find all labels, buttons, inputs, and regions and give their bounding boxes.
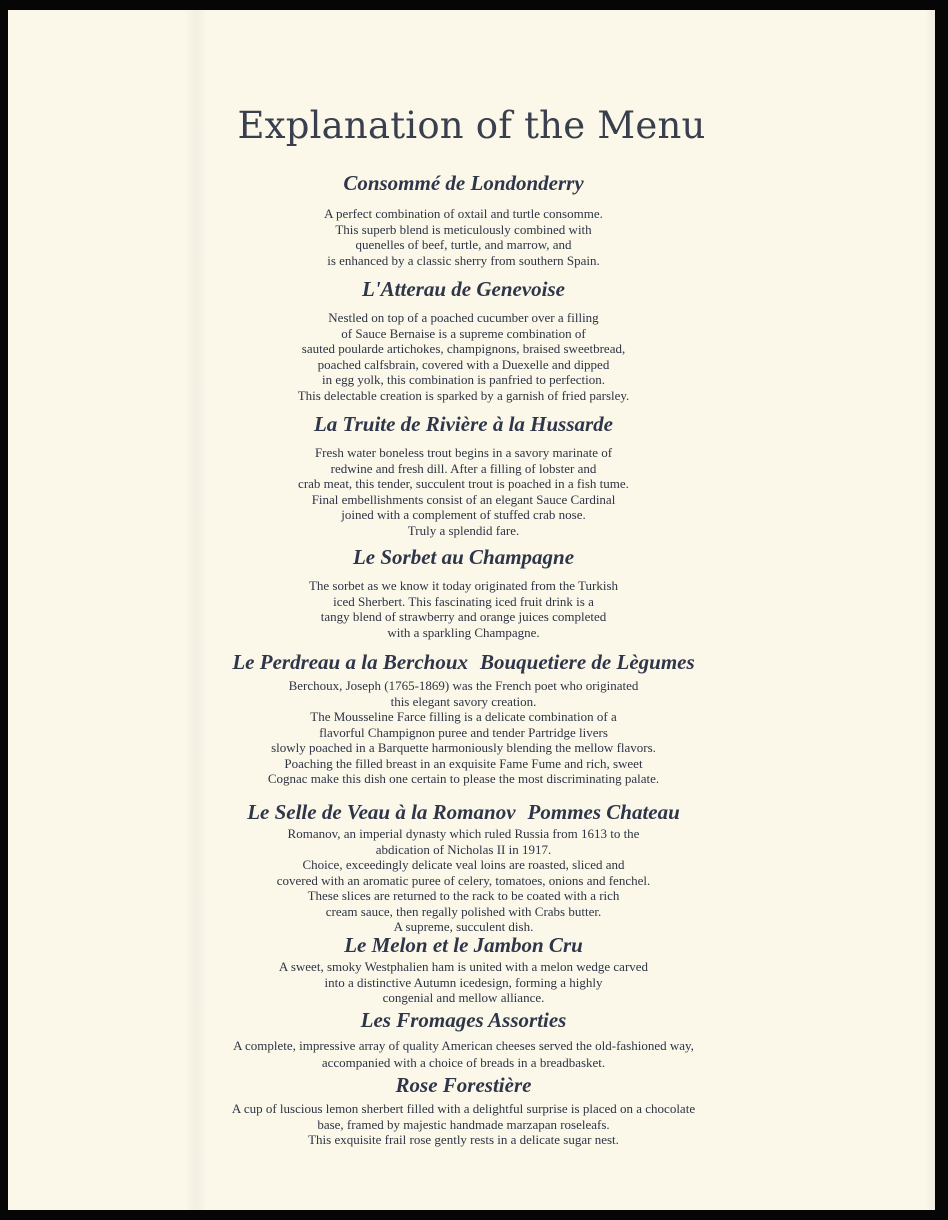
description-line: poached calfsbrain, covered with a Duexelle and dipped [317, 356, 610, 372]
description-line: A supreme, succulent dish. [393, 919, 534, 935]
dish-description [8, 1037, 927, 1071]
dish-name [8, 651, 927, 674]
description-line: redwine and fresh dill. After a filling of lobster and [330, 460, 597, 476]
description-line: of Sauce Bernaise is a supreme combination of [341, 325, 586, 341]
description-line: slowly poached in a Barquette harmoniously blending the mellow flavors. [271, 740, 656, 756]
description-line: This exquisite frail rose gently rests in a delicate sugar nest. [308, 1132, 619, 1148]
description-line: The Mousseline Farce filling is a delicate combination of a [310, 709, 617, 725]
description-line: These slices are returned to the rack to be coated with a rich [307, 888, 620, 904]
description-line: iced Sherbert. This fascinating iced fruit drink is a [333, 593, 594, 609]
description-line: tangy blend of strawberry and orange juices completed [320, 609, 607, 625]
dish-description [8, 826, 927, 935]
dish-name: La Truite de Rivière à la Hussarde [313, 412, 614, 436]
description-line: covered with an aromatic puree of celery, tomatoes, onions and fenchel. [276, 872, 651, 888]
description-line: This delectable creation is sparked by a garnish of fried parsley. [297, 387, 630, 403]
menu-section-sorbet [8, 546, 927, 640]
dish-name-main: Le Selle de Veau à la Romanov [247, 800, 516, 824]
description-line: Berchoux, Joseph (1765-1869) was the French poet who originated [288, 678, 639, 694]
description-line: into a distinctive Autumn icedesign, forming a highly [324, 974, 603, 990]
dish-description [8, 310, 927, 403]
description-line: A perfect combination of oxtail and turtle consomme. [324, 206, 603, 222]
dish-name: Le Melon et le Jambon Cru [344, 933, 583, 957]
description-line: The sorbet as we know it today originated from the Turkish [308, 578, 619, 594]
menu-page [8, 10, 935, 1210]
dish-name-side: Pommes Chateau [527, 800, 680, 824]
menu-section-melon [8, 934, 927, 1006]
description-line: sauted poularde artichokes, champignons, braised sweetbread, [301, 341, 626, 357]
description-line: cream sauce, then regally polished with Crabs butter. [325, 903, 602, 919]
dish-name: L'Atterau de Genevoise [362, 277, 565, 301]
description-line: Cognac make this dish one certain to please the most discriminating palate. [267, 771, 660, 787]
menu-section-truite [8, 413, 927, 538]
dish-name-main: Le Perdreau a la Berchoux [232, 650, 468, 674]
dish-description [8, 206, 927, 268]
dish-name: Le Sorbet au Champagne [352, 545, 575, 569]
description-line: A complete, impressive array of quality American cheeses served the old-fashioned way, [233, 1038, 694, 1054]
dish-name: Consommé de Londonderry [343, 171, 584, 195]
dish-name: Les Fromages Assorties [360, 1008, 567, 1032]
dish-description [8, 578, 927, 640]
menu-section-fromages [8, 1009, 927, 1071]
menu-content [8, 10, 935, 1210]
description-line: A cup of luscious lemon sherbert filled with a delightful surprise is placed on a chocolate [231, 1101, 696, 1117]
menu-section-consomme [8, 172, 927, 268]
description-line: in egg yolk, this combination is panfried to perfection. [321, 372, 606, 388]
menu-section-selle [8, 801, 927, 935]
description-line: congenial and mellow alliance. [382, 990, 545, 1006]
description-line: Choice, exceedingly delicate veal loins are roasted, sliced and [302, 857, 625, 873]
menu-section-atterau [8, 278, 927, 403]
description-line: crab meat, this tender, succulent trout is poached in a fish tume. [298, 476, 629, 492]
description-line: this elegant savory creation. [390, 693, 537, 709]
description-line: flavorful Champignon puree and tender Partridge livers [319, 724, 608, 740]
description-line: joined with a complement of stuffed crab nose. [341, 507, 586, 523]
description-line: Final embellishments consist of an elegant Sauce Cardinal [311, 491, 616, 507]
description-line: Truly a splendid fare. [407, 522, 520, 538]
description-line: base, framed by majestic handmade marzapan roseleafs. [317, 1116, 610, 1132]
menu-section-perdreau [8, 651, 927, 787]
dish-name-side: Bouquetiere de Lègumes [480, 650, 695, 674]
menu-section-rose [8, 1074, 927, 1148]
page-title: Explanation of the Menu [237, 104, 706, 147]
description-line: A sweet, smoky Westphalien ham is united with a melon wedge carved [278, 959, 649, 975]
description-line: Romanov, an imperial dynasty which ruled Russia from 1613 to the [287, 826, 640, 842]
description-line: This superb blend is meticulously combined with [335, 221, 592, 237]
dish-description [8, 959, 927, 1006]
description-line: accompanied with a choice of breads in a breadbasket. [321, 1055, 606, 1071]
description-line: with a sparkling Champagne. [387, 624, 540, 640]
description-line: Poaching the filled breast in an exquisite Fame Fume and rich, sweet [284, 755, 643, 771]
dish-name [8, 801, 927, 824]
dish-description [8, 1101, 927, 1148]
description-line: Fresh water boneless trout begins in a savory marinate of [314, 445, 613, 461]
dish-name: Rose Forestière [395, 1073, 532, 1097]
dish-description [8, 445, 927, 538]
description-line: Nestled on top of a poached cucumber over a filling [328, 310, 599, 326]
dish-description [8, 678, 927, 787]
description-line: abdication of Nicholas II in 1917. [375, 841, 552, 857]
description-line: quenelles of beef, turtle, and marrow, and [355, 237, 572, 253]
description-line: is enhanced by a classic sherry from southern Spain. [327, 252, 600, 268]
